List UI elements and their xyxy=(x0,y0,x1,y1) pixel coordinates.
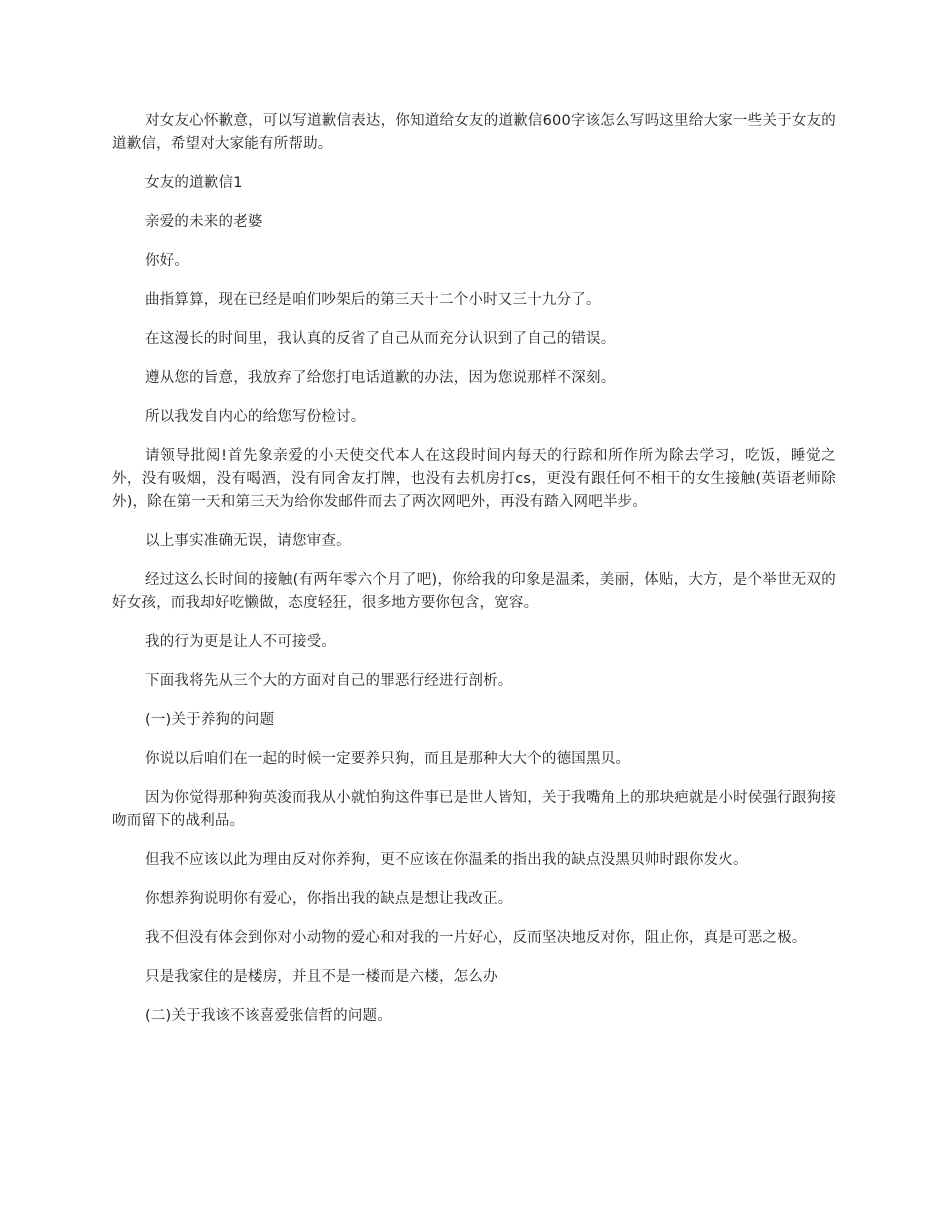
letter-heading: 女友的道歉信1 xyxy=(145,175,243,191)
greeting: 你好。 xyxy=(145,253,190,269)
body-paragraph: 我不但没有体会到你对小动物的爱心和对我的一片好心，反而坚决地反对你，阻止你，真是可恶之极。 xyxy=(145,930,807,946)
body-paragraph: 请领导批阅!首先象亲爱的小天使交代本人在这段时间内每天的行踪和所作所为除去学习，吃饭，睡觉之外，没有吸烟，没有喝酒，没有同舍友打牌，也没有去机房打cs，更没有跟任何不相干的女生接触(英语老师除外)，除在第一天和第三天为给你发邮件而去了两次网吧外，再没有踏入网吧半步。 xyxy=(112,448,836,510)
salutation: 亲爱的未来的老婆 xyxy=(145,214,263,230)
body-paragraph: 曲指算算，现在已经是咱们吵架后的第三天十二个小时又三十九分了。 xyxy=(145,292,601,308)
body-paragraph: 以上事实准确无误，请您审查。 xyxy=(145,533,351,549)
body-paragraph: 我的行为更是让人不可接受。 xyxy=(145,634,337,650)
body-paragraph: 你说以后咱们在一起的时候一定要养只狗，而且是那种大大个的德国黑贝。 xyxy=(145,751,631,767)
body-paragraph: 但我不应该以此为理由反对你养狗，更不应该在你温柔的指出我的缺点没黑贝帅时跟你发火。 xyxy=(145,852,748,868)
body-paragraph: 经过这么长时间的接触(有两年零六个月了吧)，你给我的印象是温柔，美丽，体贴，大方，是个举世无双的好女孩，而我却好吃懒做，态度轻狂，很多地方要你包含，宽容。 xyxy=(112,572,836,611)
body-paragraph: 只是我家住的是楼房，并且不是一楼而是六楼，怎么办 xyxy=(145,969,498,985)
body-paragraph: 因为你觉得那种狗英浚而我从小就怕狗这件事已是世人皆知，关于我嘴角上的那块疤就是小时侯强行跟狗接吻而留下的战利品。 xyxy=(112,790,836,829)
document-body xyxy=(112,110,836,1044)
body-paragraph: 你想养狗说明你有爱心，你指出我的缺点是想让我改正。 xyxy=(145,891,513,907)
section-heading: (二)关于我该不该喜爱张信哲的问题。 xyxy=(145,1008,392,1024)
body-paragraph: 在这漫长的时间里，我认真的反省了自己从而充分认识到了自己的错误。 xyxy=(145,331,616,347)
body-paragraph: 遵从您的旨意，我放弃了给您打电话道歉的办法，因为您说那样不深刻。 xyxy=(145,370,616,386)
intro-paragraph: 对女友心怀歉意，可以写道歉信表达，你知道给女友的道歉信600字该怎么写吗这里给大家一些关于女友的道歉信，希望对大家能有所帮助。 xyxy=(112,113,836,152)
body-paragraph: 下面我将先从三个大的方面对自己的罪恶行经进行剖析。 xyxy=(145,673,513,689)
section-heading: (一)关于养狗的问题 xyxy=(145,712,275,728)
body-paragraph: 所以我发自内心的给您写份检讨。 xyxy=(145,409,366,425)
